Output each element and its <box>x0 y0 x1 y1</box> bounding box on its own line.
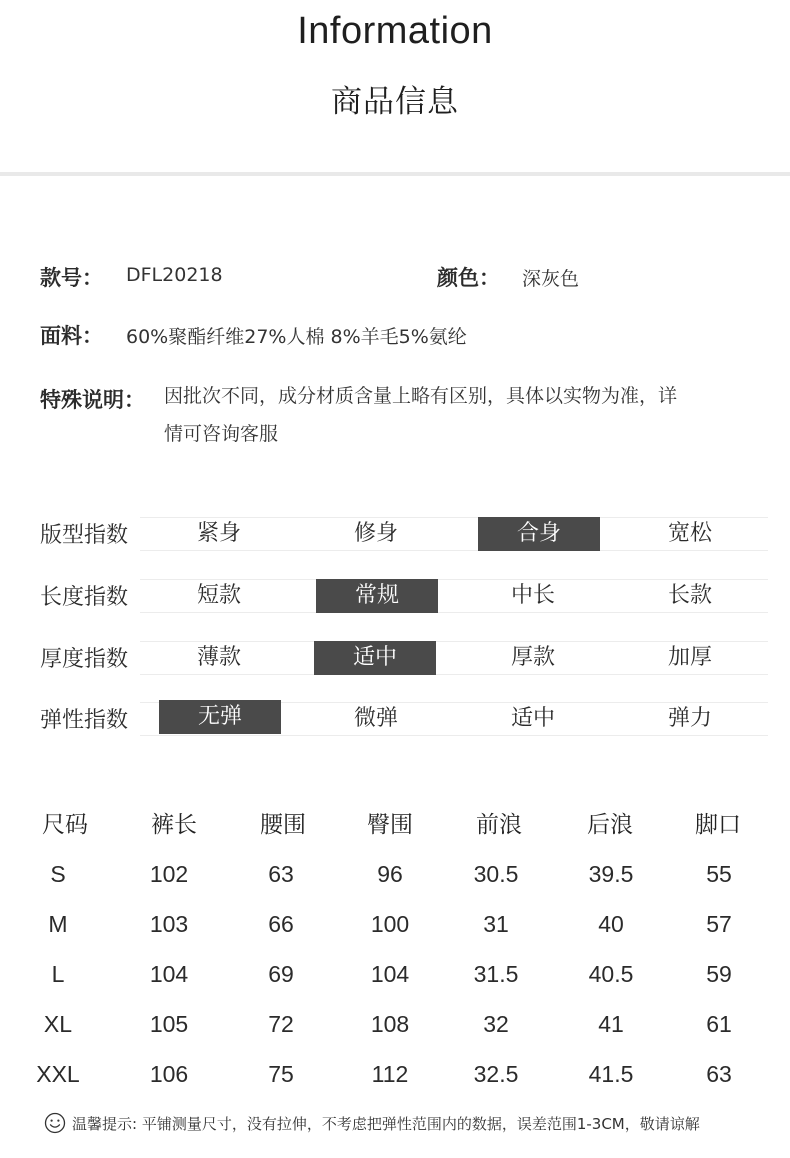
fit-option-selected: 合身 <box>478 517 600 551</box>
table-cell: M <box>48 911 68 937</box>
thickness-option: 薄款 <box>196 645 241 670</box>
fit-option: 宽松 <box>667 521 712 546</box>
table-header-cell: 尺码 <box>42 812 88 838</box>
elasticity-option: 微弹 <box>353 706 398 731</box>
table-cell: 106 <box>149 1061 189 1087</box>
table-cell: 104 <box>149 961 189 987</box>
table-cell: 75 <box>268 1061 294 1087</box>
table-cell: 40 <box>598 911 624 937</box>
table-header-cell: 脚口 <box>695 812 741 838</box>
table-cell: 39.5 <box>588 861 634 887</box>
table-header-cell: 后浪 <box>587 812 633 838</box>
special-note-value: 因批次不同，成分材质含量上略有区别，具体以实物为准，详情可咨询客服 <box>164 385 678 445</box>
table-cell: 66 <box>268 911 294 937</box>
color-value: 深灰色 <box>522 268 580 290</box>
title-chinese: 商品信息 <box>331 84 459 120</box>
table-cell: 69 <box>268 961 294 987</box>
table-cell: 31 <box>483 911 509 937</box>
fit-index-label: 版型指数 <box>40 523 129 548</box>
table-cell: 104 <box>370 961 410 987</box>
table-cell: 63 <box>706 1061 732 1087</box>
thickness-index-label: 厚度指数 <box>40 647 129 672</box>
thickness-option: 加厚 <box>667 645 712 670</box>
table-cell: 72 <box>268 1011 294 1037</box>
table-cell: XXL <box>36 1061 80 1087</box>
table-cell: 108 <box>370 1011 410 1037</box>
table-cell: 59 <box>706 961 732 987</box>
table-header-cell: 前浪 <box>476 812 522 838</box>
table-cell: 96 <box>377 861 403 887</box>
thickness-option-selected: 适中 <box>314 641 436 675</box>
thickness-option: 厚款 <box>510 645 555 670</box>
table-cell: 41.5 <box>588 1061 634 1087</box>
style-number-label: 款号： <box>40 266 103 290</box>
table-header-cell: 裤长 <box>151 812 197 838</box>
table-header-cell: 臀围 <box>367 812 413 838</box>
special-note-label: 特殊说明： <box>40 388 145 412</box>
length-option: 长款 <box>667 583 712 608</box>
table-header-cell: 腰围 <box>260 812 306 838</box>
header-divider <box>0 172 790 176</box>
table-cell: L <box>51 961 65 987</box>
elasticity-index-label: 弹性指数 <box>40 708 129 733</box>
table-cell: 32.5 <box>473 1061 519 1087</box>
smile-icon <box>44 1112 66 1134</box>
table-cell: 102 <box>149 861 189 887</box>
elasticity-option: 弹力 <box>667 706 712 731</box>
table-cell: 103 <box>149 911 189 937</box>
table-cell: XL <box>43 1011 73 1037</box>
table-cell: 40.5 <box>588 961 634 987</box>
table-cell: 100 <box>370 911 410 937</box>
length-option-selected: 常规 <box>316 579 438 613</box>
fit-option: 紧身 <box>196 521 241 546</box>
elasticity-option-selected: 无弹 <box>159 700 281 734</box>
title-english: Information <box>297 10 493 52</box>
table-cell: 105 <box>149 1011 189 1037</box>
fit-option: 修身 <box>353 521 398 546</box>
table-cell: S <box>50 861 66 887</box>
table-cell: 63 <box>268 861 294 887</box>
table-cell: 112 <box>371 1061 409 1087</box>
fabric-value: 60%聚酯纤维27%人棉 8%羊毛5%氨纶 <box>126 326 467 348</box>
table-cell: 41 <box>598 1011 624 1037</box>
footer-tip <box>44 1110 700 1136</box>
fabric-label: 面料： <box>40 324 103 348</box>
style-number-value: DFL20218 <box>126 264 223 286</box>
color-label: 颜色： <box>437 266 500 290</box>
elasticity-option: 适中 <box>510 706 555 731</box>
table-cell: 57 <box>706 911 732 937</box>
table-cell: 61 <box>706 1011 732 1037</box>
footer-tip-text: 温馨提示: 平铺测量尺寸，没有拉伸，不考虑把弹性范围内的数据，误差范围1-3CM，敬请谅解 <box>72 1114 700 1133</box>
table-cell: 30.5 <box>473 861 519 887</box>
table-cell: 55 <box>706 861 732 887</box>
table-cell: 31.5 <box>473 961 519 987</box>
length-index-label: 长度指数 <box>40 585 129 610</box>
length-option: 中长 <box>510 583 555 608</box>
length-option: 短款 <box>196 583 241 608</box>
table-cell: 32 <box>483 1011 509 1037</box>
